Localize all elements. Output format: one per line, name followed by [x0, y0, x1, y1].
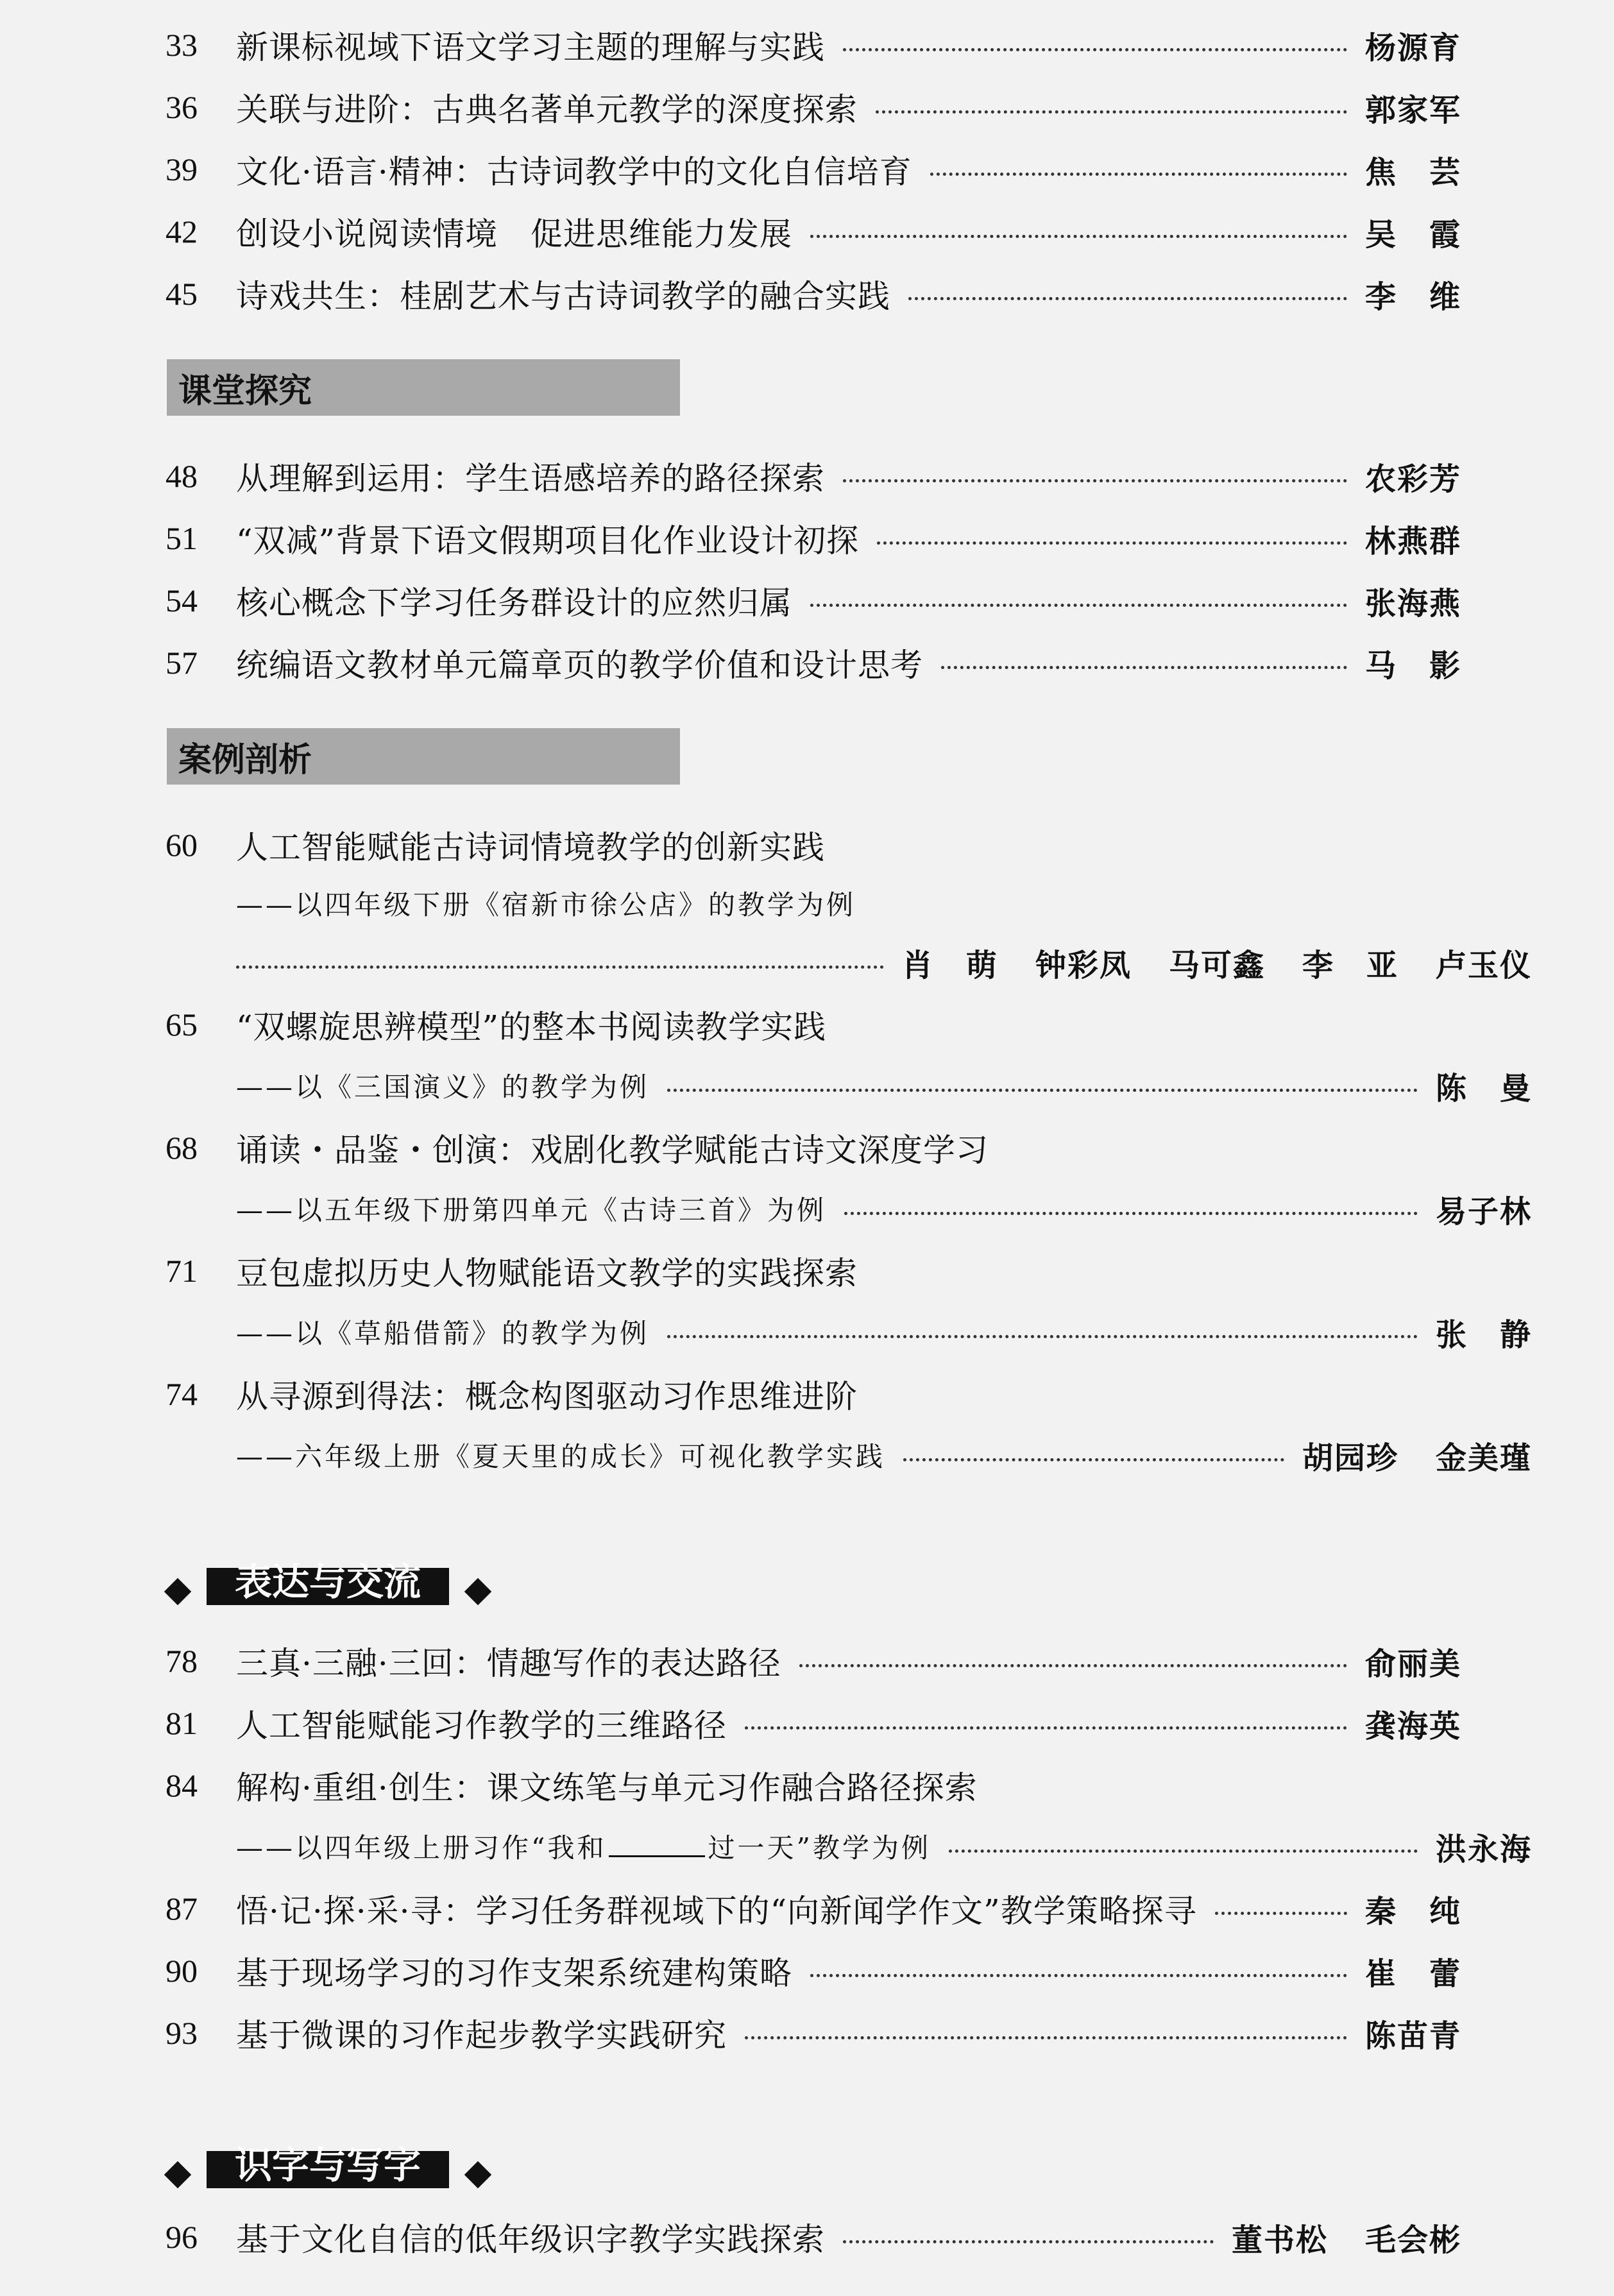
toc-subtitle-row	[166, 1182, 1532, 1236]
entry-authors	[1365, 23, 1461, 67]
entry-title: 基于文化自信的低年级识字教学实践探索	[236, 2221, 825, 2258]
entry-title: 核心概念下学习任务群设计的应然归属	[236, 584, 792, 622]
leader-dots	[667, 1335, 1418, 1338]
leader-dots	[799, 1664, 1347, 1667]
page-number: 54	[166, 583, 198, 618]
page-number: 33	[166, 27, 198, 63]
entry-title: 诵读・品鉴・创演：戏剧化教学赋能古诗文深度学习	[236, 1132, 989, 1169]
leader-dots	[930, 173, 1347, 176]
diamond-icon	[464, 1578, 491, 1605]
toc-entry[interactable]	[166, 511, 1461, 565]
author-name: 张海燕	[1364, 585, 1461, 622]
leader-dots	[745, 1726, 1347, 1730]
entry-title: “双螺旋思辨模型”的整本书阅读教学实践	[236, 1008, 827, 1046]
entry-subtitle: ——以五年级下册第四单元《古诗三首》为例	[236, 1195, 827, 1226]
page-number: 74	[166, 1376, 198, 1412]
entry-title: 从寻源到得法：概念构图驱动习作思维进阶	[236, 1378, 858, 1415]
entry-authors	[1365, 454, 1461, 498]
entry-title: 诗戏共生：桂剧艺术与古诗词教学的融合实践	[236, 278, 890, 315]
author-name: 郭家军	[1364, 92, 1461, 128]
toc-entry[interactable]	[166, 2210, 1461, 2264]
section-header-biaoda	[168, 1560, 527, 1620]
toc-subtitle-row	[166, 1819, 1532, 1873]
author-name: 杨源育	[1364, 30, 1461, 66]
entry-subtitle: ——六年级上册《夏天里的成长》可视化教学实践	[236, 1441, 886, 1472]
diamond-icon	[464, 2161, 491, 2188]
toc-entry[interactable]	[166, 1367, 1461, 1421]
author-name: 马 影	[1364, 647, 1461, 684]
author-name: 李 亚	[1302, 947, 1398, 983]
toc-subtitle-row	[166, 1305, 1532, 1359]
entry-subtitle: ——以《草船借箭》的教学为例	[236, 1318, 650, 1349]
toc-entry[interactable]	[166, 267, 1461, 321]
page-number: 93	[166, 2015, 198, 2051]
leader-dots	[844, 1212, 1418, 1215]
author-name: 陈 曼	[1435, 1070, 1532, 1107]
author-name: 崔 蕾	[1364, 1955, 1461, 1992]
leader-dots	[236, 965, 884, 969]
toc-subtitle-row	[166, 1428, 1532, 1482]
author-name: 李 维	[1364, 278, 1461, 315]
entry-title: 基于现场学习的习作支架系统建构策略	[236, 1955, 792, 1992]
leader-dots	[941, 666, 1347, 669]
page-number: 51	[166, 520, 198, 556]
page-number: 68	[166, 1130, 198, 1166]
entry-authors	[1365, 1639, 1461, 1683]
page-number: 78	[166, 1643, 198, 1679]
entry-title: “双减”背景下语文假期项目化作业设计初探	[236, 522, 860, 559]
page-number: 60	[166, 827, 198, 863]
author-name: 马可鑫	[1168, 947, 1265, 983]
entry-title: 关联与进阶：古典名著单元教学的深度探索	[236, 91, 858, 128]
entry-title: 创设小说阅读情境 促进思维能力发展	[236, 216, 792, 253]
toc-subtitle-row	[166, 1059, 1532, 1112]
entry-title: 从理解到运用：学生语感培养的路径探索	[236, 460, 825, 497]
author-name: 焦 芸	[1364, 154, 1461, 191]
entry-subtitle	[236, 1827, 931, 1866]
toc-entry[interactable]	[166, 1758, 1461, 1812]
section-label: 案例剖析	[178, 740, 312, 779]
author-name: 农彩芳	[1364, 461, 1461, 497]
entry-authors	[1436, 1824, 1532, 1869]
entry-title: 文化·语言·精神：古诗词教学中的文化自信培育	[236, 153, 912, 191]
leader-dots	[810, 1974, 1347, 1977]
page-number: 42	[166, 214, 198, 250]
toc-entry[interactable]	[166, 574, 1461, 627]
leader-dots	[903, 1458, 1284, 1461]
leader-dots	[876, 110, 1347, 114]
author-name: 胡园珍	[1302, 1440, 1398, 1476]
section-header-ketang	[167, 359, 680, 416]
page-number: 45	[166, 276, 198, 312]
entry-authors	[1302, 1433, 1532, 1477]
author-name: 董书松	[1231, 2222, 1328, 2258]
entry-subtitle: ——以《三国演义》的教学为例	[236, 1071, 650, 1103]
entry-title: 三真·三融·三回：情趣写作的表达路径	[236, 1645, 781, 1682]
author-name: 钟彩凤	[1035, 947, 1132, 983]
toc-entry[interactable]	[166, 205, 1461, 259]
page-number: 65	[166, 1007, 198, 1042]
leader-dots	[810, 604, 1347, 607]
entry-title: 人工智能赋能古诗词情境教学的创新实践	[236, 829, 825, 866]
page-number: 39	[166, 151, 198, 187]
author-name: 陈苗青	[1364, 2018, 1461, 2054]
entry-title: 解构·重组·创生：课文练笔与单元习作融合路径探索	[236, 1769, 978, 1807]
subtitle-start: ——以四年级上册习作“我和	[236, 1832, 607, 1864]
toc-entry[interactable]	[166, 998, 1461, 1051]
author-name: 龚海英	[1364, 1708, 1461, 1744]
author-name: 肖 萌	[901, 947, 998, 983]
section-label: 表达与交流	[207, 1568, 449, 1605]
entry-title: 统编语文教材单元篇章页的教学价值和设计思考	[236, 647, 923, 684]
diamond-icon	[164, 2161, 191, 2188]
toc-entry[interactable]	[166, 449, 1461, 503]
entry-title: 新课标视域下语文学习主题的理解与实践	[236, 29, 825, 66]
entry-authors	[1365, 148, 1461, 192]
toc-entry[interactable]	[166, 1882, 1461, 1935]
subtitle-end: 过一天”教学为例	[708, 1832, 931, 1864]
section-label: 课堂探究	[178, 371, 312, 411]
entry-authors	[1436, 1310, 1532, 1354]
leader-dots	[1215, 1912, 1347, 1915]
entry-authors	[1365, 641, 1461, 685]
entry-subtitle: ——以四年级下册《宿新市徐公店》的教学为例	[236, 889, 856, 921]
section-label: 识字与写字	[207, 2151, 449, 2188]
toc-entry[interactable]	[166, 18, 1461, 72]
page-number: 84	[166, 1767, 198, 1803]
author-name: 俞丽美	[1364, 1645, 1461, 1682]
toc-entry[interactable]	[166, 1634, 1461, 1688]
author-name: 秦 纯	[1364, 1893, 1461, 1930]
entry-title: 悟·记·探·采·寻：学习任务群视域下的“向新闻学作文”教学策略探寻	[236, 1892, 1197, 1930]
leader-dots	[908, 297, 1347, 300]
toc-entry[interactable]	[166, 1244, 1461, 1298]
fill-in-blank	[609, 1836, 705, 1857]
toc-entry[interactable]	[166, 142, 1461, 196]
page-number: 87	[166, 1891, 198, 1926]
entry-authors	[1365, 516, 1461, 561]
author-name: 吴 霞	[1364, 216, 1461, 253]
toc-entry[interactable]	[166, 1121, 1461, 1175]
entry-authors	[1436, 1064, 1532, 1108]
toc-entry[interactable]	[166, 2006, 1461, 2060]
author-name: 洪永海	[1435, 1831, 1532, 1867]
diamond-icon	[164, 1578, 191, 1605]
entry-authors	[1365, 272, 1461, 316]
toc-entry[interactable]	[166, 80, 1461, 134]
leader-dots	[843, 479, 1347, 482]
page-number: 57	[166, 645, 198, 681]
entry-authors	[1436, 1187, 1532, 1231]
leader-dots	[745, 2036, 1347, 2039]
entry-title: 豆包虚拟历史人物赋能语文教学的实践探索	[236, 1255, 858, 1292]
page-number: 71	[166, 1253, 198, 1289]
author-name: 林燕群	[1364, 523, 1461, 559]
entry-authors	[1365, 210, 1461, 254]
entry-title: 人工智能赋能习作教学的三维路径	[236, 1707, 727, 1744]
leader-dots	[949, 1850, 1418, 1853]
entry-title: 基于微课的习作起步教学实践研究	[236, 2017, 727, 2054]
toc-subtitle-row	[166, 876, 1532, 930]
entry-authors	[1365, 1887, 1461, 1931]
page-number: 36	[166, 89, 198, 125]
section-header-shizi	[168, 2143, 527, 2204]
page-number: 48	[166, 458, 198, 494]
toc-entry[interactable]	[166, 636, 1461, 690]
leader-dots	[843, 48, 1347, 51]
leader-dots	[843, 2240, 1214, 2243]
entry-authors	[1365, 579, 1461, 623]
toc-author-row	[166, 935, 1532, 989]
entry-authors	[1365, 1701, 1461, 1746]
toc-entry[interactable]	[166, 1944, 1461, 1998]
author-name: 卢玉仪	[1435, 947, 1532, 983]
leader-dots	[810, 235, 1347, 238]
entry-authors	[1365, 1949, 1461, 1993]
leader-dots	[667, 1089, 1418, 1092]
author-name: 毛会彬	[1364, 2222, 1461, 2258]
author-name: 张 静	[1435, 1316, 1532, 1353]
entry-authors	[1232, 2215, 1461, 2259]
page-number: 81	[166, 1705, 198, 1741]
toc-entry[interactable]	[166, 1696, 1461, 1750]
entry-authors	[902, 940, 1532, 985]
author-name: 易子林	[1435, 1193, 1532, 1230]
page-number: 96	[166, 2219, 198, 2255]
author-name: 金美瑾	[1435, 1440, 1532, 1476]
leader-dots	[877, 541, 1347, 545]
section-header-anli	[167, 728, 680, 785]
toc-entry[interactable]	[166, 818, 1461, 872]
page-number: 90	[166, 1953, 198, 1989]
entry-authors	[1365, 2011, 1461, 2055]
entry-authors	[1365, 85, 1461, 130]
